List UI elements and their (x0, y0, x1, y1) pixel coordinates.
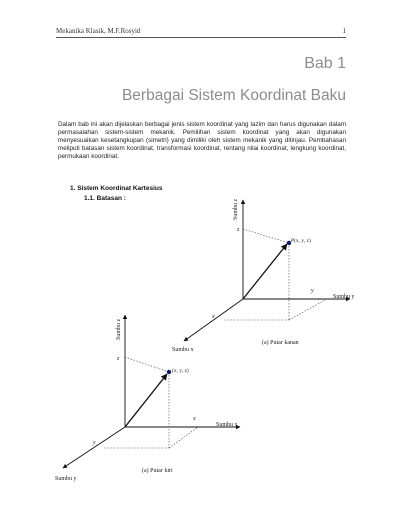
section-heading-1: 1. Sistem Koordinat Kartesius (70, 185, 163, 192)
z-axis-label-left: Sumbu z (116, 318, 122, 340)
header-title: Mekanika Klasik, M.F.Rosyid (56, 27, 141, 35)
page-number: 1 (342, 27, 346, 35)
y-axis-left (63, 427, 125, 468)
y-tick-label-right: y (311, 288, 314, 294)
y-tick-label-left: y (93, 440, 96, 446)
x-axis-label-left: Sumbu x (216, 422, 238, 428)
z-axis-label-right: Sumbu z (233, 198, 239, 220)
y-axis-label-left: Sumbu y (55, 476, 77, 482)
figure-right-handed (172, 198, 355, 353)
point-label-left: (x, y, z) (172, 368, 189, 374)
figure-left-handed (55, 315, 240, 482)
chapter-title: Berbagai Sistem Koordinat Baku (121, 87, 346, 104)
x-tick-label-right: x (212, 314, 215, 320)
point-label-right: P(x, y, z) (291, 238, 311, 244)
position-vector-right (243, 244, 287, 299)
chapter-label: Bab 1 (304, 55, 346, 72)
x-axis-label-right: Sumbu x (172, 347, 194, 353)
projection-lines-right (223, 229, 327, 320)
z-tick-label-left: z (117, 356, 120, 362)
y-axis-label-right: Sumbu y (333, 294, 355, 300)
x-tick-label-left: x (193, 416, 196, 422)
position-vector-left (125, 374, 167, 427)
z-tick-label-right: z (237, 227, 240, 233)
caption-left: (a) Putar kiri (142, 468, 173, 474)
caption-right: (a) Putar kanan (262, 340, 299, 346)
point-p-left (167, 370, 171, 374)
intro-paragraph: Dalam bab ini akan dijelaskan berbagai jenis sistem koordinat yang lazim dan harus digunakan dalam permasalahan sistem-sistem mekanik. Pemilihan sistem koordinat yang akan digunakan menyesuaikan kesetangkupan (simetri) yang dimiliki oleh sistem mekanik yang ditinjau. Pembahasan meliputi batasan sistem koordinat, transformasi koordinat, rentang nilai koordinat, lengkung koordinat, permukaan koordinat. (58, 121, 346, 161)
subsection-heading-1-1: 1.1. Batasan : (84, 195, 126, 202)
